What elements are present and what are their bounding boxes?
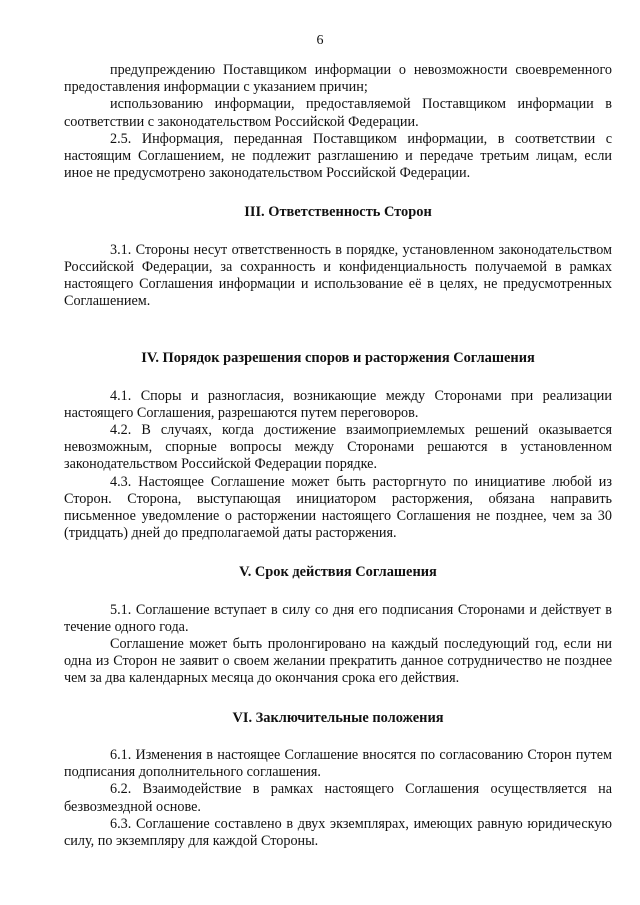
page-number: 6 xyxy=(316,33,324,48)
paragraph-6-1: 6.1. Изменения в настоящее Соглашение вносятся по согласованию Сторон путем подписания дополнительного соглашения. xyxy=(64,746,612,781)
paragraph-use-of-information: использованию информации, предоставляемой Поставщиком информации в соответствии с законодательством Российской Федерации. xyxy=(64,96,612,130)
paragraph-3-1: 3.1. Стороны несут ответственность в порядке, установленном законодательством Российской Федерации, за сохранность и конфиденциальность получаемой в рамках настоящего Соглашения информации и использование её в целях, не предусмотренных Соглашением. xyxy=(64,241,612,310)
paragraph-2-5: 2.5. Информация, переданная Поставщиком информации, в соответствии с настоящим Соглашением, не подлежит разглашению и передаче третьим лицам, если иное не предусмотрено законодательством Российской Федерации. xyxy=(64,130,612,182)
section-heading-5: V. Срок действия Соглашения xyxy=(239,564,437,581)
paragraph-5-1-prolongation: Соглашение может быть пролонгировано на каждый последующий год, если ни одна из Сторон не заявит о своем желании прекратить данное сотрудничество не позднее чем за два календарных месяца до окончания срока его действия. xyxy=(64,636,612,687)
paragraph-6-2: 6.2. Взаимодействие в рамках настоящего Соглашения осуществляется на безвозмездной основе. xyxy=(64,781,612,815)
paragraph-5-1: 5.1. Соглашение вступает в силу со дня его подписания Сторонами и действует в течение одного года. xyxy=(64,601,612,635)
paragraph-4-2: 4.2. В случаях, когда достижение взаимоприемлемых решений оказывается невозможным, спорные вопросы между Сторонами решаются в установленном законодательством Российской Федерации порядке. xyxy=(64,422,612,473)
paragraph-4-3: 4.3. Настоящее Соглашение может быть расторгнуто по инициативе любой из Сторон. Сторона, выступающая инициатором расторжения, обязана направить письменное уведомление о расторжении настоящего Соглашения не позднее, чем за 30 (тридцать) дней до предполагаемой даты расторжения. xyxy=(64,473,612,542)
section-heading-3: III. Ответственность Сторон xyxy=(244,204,432,221)
paragraph-4-1: 4.1. Споры и разногласия, возникающие между Сторонами при реализации настоящего Соглашения, разрешаются путем переговоров. xyxy=(64,387,612,421)
document-body xyxy=(64,62,612,850)
paragraph-notice-inability: предупреждению Поставщиком информации о невозможности своевременного предоставления информации с указанием причин; xyxy=(64,62,612,96)
section-heading-4: IV. Порядок разрешения споров и расторжения Соглашения xyxy=(141,350,535,367)
paragraph-6-3: 6.3. Соглашение составлено в двух экземплярах, имеющих равную юридическую силу, по экземпляру для каждой Стороны. xyxy=(64,815,612,849)
section-heading-6: VI. Заключительные положения xyxy=(232,709,444,726)
